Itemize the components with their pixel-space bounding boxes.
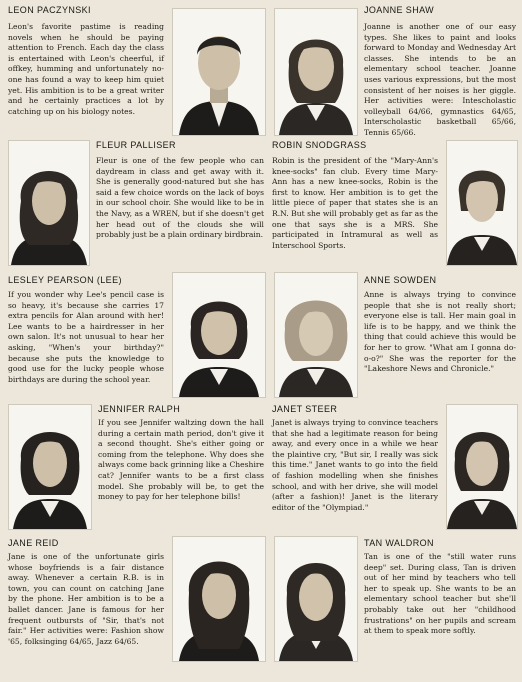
student-name: LEON PACZYNSKI (8, 5, 91, 15)
portrait-image (275, 273, 357, 397)
student-bio: If you wonder why Lee's pencil case is so heavy, it's because she carries 17 extra pencils for Alan around with her! Lee wants to be a hairdresser in her own salon. It's not unusual to hear her asking, "When's your birthday?" because she puts the knowledge to good use for the lucky people whose birthdays are during the school year. (8, 290, 164, 384)
student-name: FLEUR PALLISER (96, 140, 176, 150)
portrait-image (9, 405, 91, 529)
portrait-image (9, 141, 89, 265)
portrait-image (173, 537, 265, 661)
student-bio: Janet is always trying to convince teachers that she had a legitimate reason for being away, and every once in a while we hear the plaintive cry, "But sir, I really was sick this time." Janet wants to go into the field of fashion modelling when she finishes school, and with her drive, she will model (after a fashion)! Janet is the literary editor of the "Olympiad." (272, 418, 438, 512)
portrait-image (275, 9, 357, 135)
student-photo (274, 536, 358, 662)
portrait-image (447, 141, 517, 265)
student-photo (172, 536, 266, 662)
student-bio: Leon's favorite pastime is reading novels when he should be paying attention to French. Each day the class is entertained with Leon's cheerful, if offkey, humming and unfortunately no-one has found a way to keep him quiet yet. His ambition is to be a great writer and he certainly practices a lot by catching up on his biology notes. (8, 22, 164, 116)
student-bio: Robin is the president of the "Mary-Ann's knee-socks" fan club. Every time Mary-Ann has a new knee-socks, Robin is the first to know. Her ambition is to get the little piece of paper that states she is an R.N. But she will probably get as far as the one that says she is a MRS. She participated in Intramural as well as Interschool Sports. (272, 156, 438, 250)
student-bio: Tan is one of the "still water runs deep" set. During class, Tan is driven out of her mind by teachers who tell her to speak up. She wants to be an elementary school teacher but she'll probably take out her "childhood frustrations" on her pupils and scream at them to speak more softly. (364, 552, 516, 636)
student-photo (274, 8, 358, 136)
portrait-image (173, 273, 265, 397)
student-name: JENNIFER RALPH (98, 404, 181, 414)
student-photo (446, 140, 518, 266)
student-bio: Fleur is one of the few people who can daydream in class and get away with it. She is generally good-natured but she has said a few choice words on the lack of boys in our school choir. She would like to be in the Navy, as a WREN, but if she doesn't get her head out of the clouds she will probably just be a plain ordinary birdbrain. (96, 156, 264, 240)
student-name: ANNE SOWDEN (364, 275, 437, 285)
student-name: LESLEY PEARSON (LEE) (8, 275, 122, 285)
student-photo (8, 140, 90, 266)
student-bio: Anne is always trying to convince people that she is not really short; everyone else is tall. Her main goal in life is to be happy, and we think the thing that could achieve this would be for her to grow. "What am I gonna do-o-o?" She was the reporter for the "Lakeshore News and Chronicle." (364, 290, 516, 374)
student-photo (172, 272, 266, 398)
student-name: JOANNE SHAW (364, 5, 435, 15)
student-photo (8, 404, 92, 530)
student-name: TAN WALDRON (364, 538, 434, 548)
student-bio: Jane is one of the unfortunate girls whose boyfriends is a fair distance away. Whenever a certain R.B. is in town, you can count on catching Jane by the phone. Her ambition is to be a ballet dancer. Jane is famous for her frequent outbursts of "Sir, that's not fair." Her activities were: Fashion show '65, folksinging 64/65, Jazz 64/65. (8, 552, 164, 646)
student-photo (172, 8, 266, 136)
student-bio: Joanne is another one of our easy types. She likes to paint and looks forward to Monday and Wednesday Art classes. She intends to be an elementary school teacher. Joanne uses various expressions, but the most consistent of her noises is her giggle. Her activities were: Intescholastic volleyball 64/66, gymnastics 64/65, Interscholastic basketball 65/66, Tennis 65/66. (364, 22, 516, 137)
portrait-image (173, 9, 265, 135)
portrait-image (447, 405, 517, 529)
portrait-image (275, 537, 357, 661)
student-name: ROBIN SNODGRASS (272, 140, 367, 150)
student-photo (274, 272, 358, 398)
student-bio: If you see Jennifer waltzing down the hall during a certain math period, don't give it a second thought. She's either going or coming from the telephone. Why does she always come back grinning like a Cheshire cat? Jennifer wants to be a first class model. She probably will be, to get the money to pay for her telephone bills! (98, 418, 264, 502)
student-name: JANE REID (8, 538, 59, 548)
student-name: JANET STEER (272, 404, 338, 414)
student-photo (446, 404, 518, 530)
